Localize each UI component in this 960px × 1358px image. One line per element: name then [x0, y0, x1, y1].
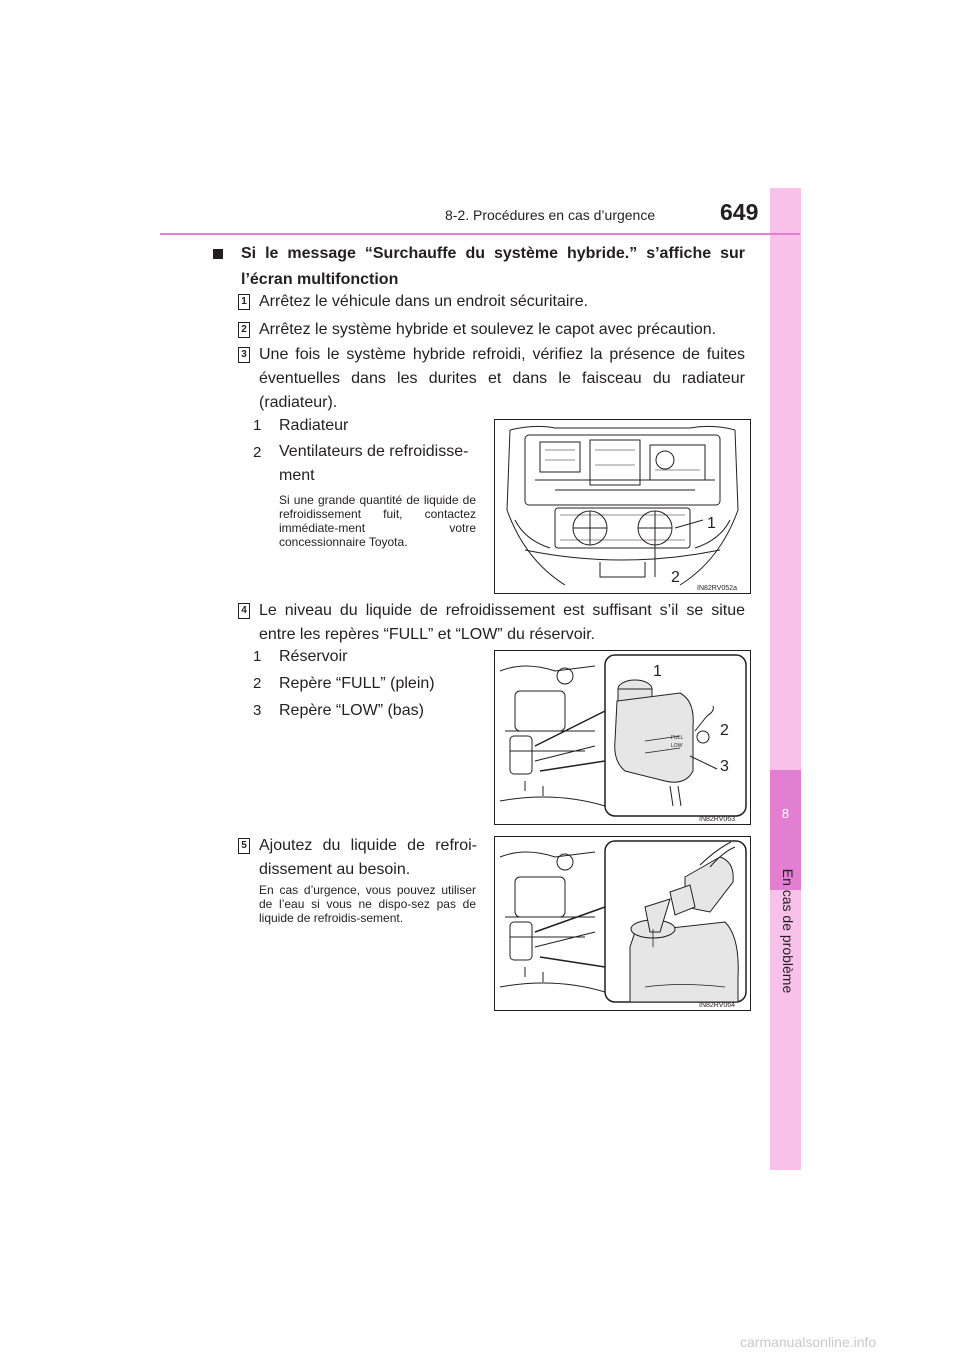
square-bullet-icon	[213, 249, 223, 259]
section-heading-text: Si le message “Surchauffe du système hybride.” s’affiche sur l’écran multifonction	[241, 245, 745, 288]
item-number-radiator: 1	[253, 417, 262, 434]
item-label-low: Repère “LOW” (bas)	[279, 702, 424, 719]
callout-radiator: 1	[707, 515, 716, 532]
item-number-full: 2	[253, 675, 262, 692]
step-number-3: 3	[238, 347, 250, 363]
step-text-5: Ajoutez du liquide de refroi-dissement au besoin.	[259, 837, 477, 878]
step-text-1: Arrêtez le véhicule dans un endroit sécuritaire.	[259, 293, 589, 310]
callout-low: 3	[720, 758, 729, 775]
step-number-1: 1	[238, 294, 250, 310]
item-number-fans: 2	[253, 444, 262, 461]
callout-fans: 2	[671, 569, 680, 586]
figure-code-2: IN82RV063	[699, 816, 736, 823]
watermark: carmanualsonline.info	[740, 1334, 877, 1350]
step-number-2: 2	[238, 322, 250, 338]
chapter-side-strip	[770, 188, 801, 1170]
engine-bay-radiator-illustration	[494, 419, 751, 594]
reservoir-drawing	[495, 651, 750, 824]
item-label-radiator: Radiateur	[279, 417, 349, 434]
callout-full: 2	[720, 722, 729, 739]
adding-coolant-drawing	[495, 837, 750, 1010]
coolant-reservoir-illustration	[494, 650, 751, 825]
step-text-2: Arrêtez le système hybride et soulevez le capot avec précaution.	[259, 321, 717, 338]
item-label-reservoir: Réservoir	[279, 648, 348, 665]
radiator-drawing	[495, 420, 750, 593]
callout-reservoir: 1	[653, 663, 662, 680]
water-note: En cas d’urgence, vous pouvez utiliser de l’eau si vous ne dispo-sez pas de liquide de refroidis-sement.	[259, 883, 476, 925]
tank-mark-full: FULL	[671, 735, 684, 741]
section-heading	[213, 241, 745, 293]
figure-code-1: IN82RV052a	[697, 585, 737, 592]
chapter-number: 8	[781, 806, 790, 821]
section-title: 8-2. Procédures en cas d’urgence	[445, 207, 656, 223]
figure-code-3: IN82RV064	[699, 1002, 736, 1009]
header-rule	[160, 233, 800, 235]
step-text-4: Le niveau du liquide de refroidissement est suffisant s’il se situe entre les repères “FULL” et “LOW” du réservoir.	[259, 602, 745, 643]
item-number-low: 3	[253, 702, 262, 719]
item-number-reservoir: 1	[253, 648, 262, 665]
tank-mark-low: LOW	[671, 743, 683, 749]
adding-coolant-illustration	[494, 836, 751, 1011]
step-number-5: 5	[238, 838, 250, 854]
step-text-3: Une fois le système hybride refroidi, vérifiez la présence de fuites éventuelles dans les durites et dans le faisceau du radiateur (radiateur).	[259, 346, 745, 411]
chapter-title: En cas de problème	[780, 868, 796, 994]
item-label-full: Repère “FULL” (plein)	[279, 675, 435, 692]
page-number: 649	[720, 199, 759, 225]
step-number-4: 4	[238, 603, 250, 619]
leak-warning-note: Si une grande quantité de liquide de refroidissement fuit, contactez immédiate-ment votre concessionnaire Toyota.	[279, 493, 476, 549]
item-label-fans: Ventilateurs de refroidisse-ment	[279, 443, 469, 484]
